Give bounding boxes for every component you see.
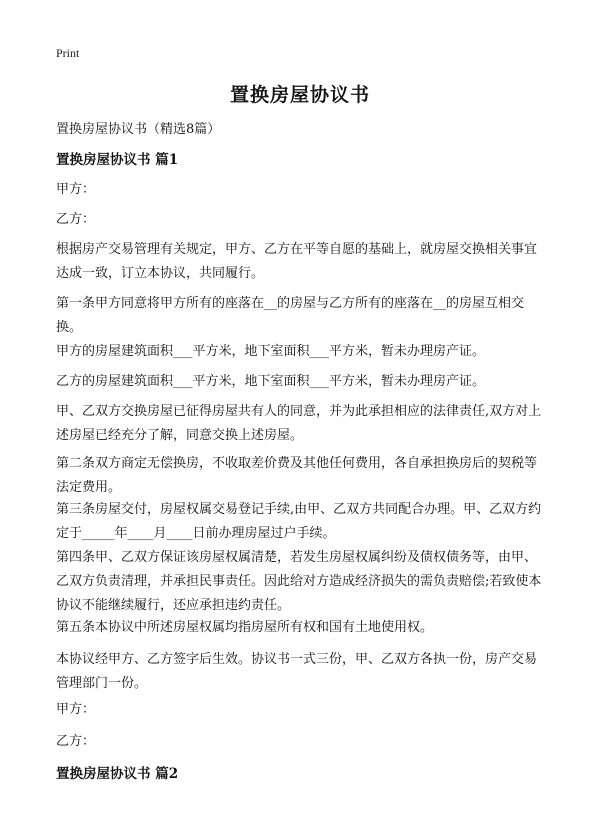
party-b-signature-label: 乙方： bbox=[56, 734, 96, 749]
paragraph-article-1: 第一条甲方同意将甲方所有的座落在__的房屋与乙方所有的座落在__的房屋互相交换。 bbox=[56, 296, 525, 335]
paragraph-party-a-area: 甲方的房屋建筑面积___平方米，地下室面积___平方米，暂未办理房产证。 bbox=[56, 344, 486, 359]
page-title: 置换房屋协议书 bbox=[229, 84, 370, 106]
section-heading-2: 置换房屋协议书 篇2 bbox=[56, 766, 179, 782]
paragraph-article-3: 第三条房屋交付，房屋权属交易登记手续,由甲、乙双方共同配合办理。甲、乙双方约定于_____年____月____日前办理房屋过户手续。 bbox=[56, 502, 542, 541]
paragraph-article-4: 第四条甲、乙双方保证该房屋权属清楚，若发生房屋权属纠纷及债权债务等，由甲、乙双方负责清理，并承担民事责任。因此给对方造成经济损失的需负责赔偿;若致使本协议不能继续履行，还应承担违约责任。 bbox=[56, 550, 542, 613]
print-link[interactable]: Print bbox=[56, 46, 80, 60]
paragraph-article-5: 第五条本协议中所述房屋权属均指房屋所有权和国有土地使用权。 bbox=[56, 620, 434, 635]
party-b-label: 乙方： bbox=[56, 212, 96, 227]
paragraph-article-2: 第二条双方商定无偿换房，不收取差价费及其他任何费用，各自承担换房后的契税等法定费用。 bbox=[56, 456, 538, 495]
paragraph-consent: 甲、乙双方交换房屋已征得房屋共有人的同意，并为此承担相应的法律责任,双方对上述房屋已经充分了解，同意交换上述房屋。 bbox=[56, 404, 542, 443]
paragraph-preamble: 根据房产交易管理有关规定，甲方、乙方在平等自愿的基础上，就房屋交换相关事宜达成一致，订立本协议，共同履行。 bbox=[56, 242, 538, 281]
party-a-signature-label: 甲方： bbox=[56, 702, 96, 717]
party-a-label: 甲方： bbox=[56, 182, 96, 197]
paragraph-party-b-area: 乙方的房屋建筑面积___平方米，地下室面积___平方米，暂未办理房产证。 bbox=[56, 374, 486, 389]
document-subtitle: 置换房屋协议书（精选8篇） bbox=[56, 122, 221, 137]
paragraph-effectiveness: 本协议经甲方、乙方签字后生效。协议书一式三份，甲、乙双方各执一份，房产交易管理部门一份。 bbox=[56, 652, 538, 691]
section-heading-1: 置换房屋协议书 篇1 bbox=[56, 152, 179, 168]
